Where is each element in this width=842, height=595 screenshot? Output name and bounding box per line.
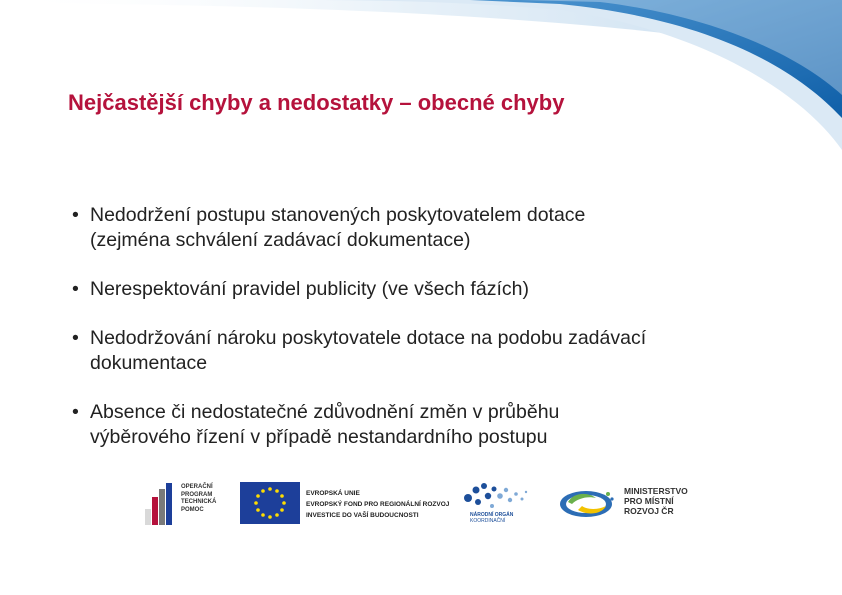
bullet-text-line: výběrového řízení v případě nestandardního postupu <box>90 426 548 448</box>
bullet-marker: • <box>72 327 79 349</box>
bullet-item <box>72 326 812 376</box>
logo-strip <box>140 478 720 528</box>
bullet-text-line: dokumentace <box>90 352 208 374</box>
bullet-text-line: Absence či nedostatečné zdůvodnění změn v průběhu <box>90 401 560 423</box>
op-technicka-pomoc-logo-icon <box>145 483 173 525</box>
eu-logo-text: EVROPSKÁ UNIE EVROPSKÝ FOND PRO REGIONÁLNÍ ROZVOJ INVESTICE DO VAŠÍ BUDOUCNOSTI <box>306 490 450 519</box>
bullet-item <box>72 203 812 253</box>
nok-logo-text: NÁRODNÍ ORGÁN KOORDINAČNÍ <box>470 512 514 524</box>
bullet-marker: • <box>72 204 79 226</box>
slide-title: Nejčastější chyby a nedostatky – obecné chyby <box>68 90 565 115</box>
bullet-item <box>72 400 812 450</box>
bullet-text-line: (zejména schválení zadávací dokumentace) <box>90 229 471 251</box>
bullet-list <box>72 203 812 474</box>
eu-flag-icon <box>240 482 300 524</box>
bullet-text-line: Nedodržení postupu stanovených poskytovatelem dotace <box>90 204 586 226</box>
mmr-logo-text: MINISTERSTVO PRO MÍSTNÍ ROZVOJ ČR <box>624 486 688 516</box>
bullet-marker: • <box>72 278 79 300</box>
bullet-text-line: Nedodržování nároku poskytovatele dotace na podobu zadávací <box>90 327 647 349</box>
mmr-logo-icon <box>558 488 618 520</box>
op-logo-text: OPERAČNÍ PROGRAM TECHNICKÁ POMOC <box>181 484 217 513</box>
bullet-text-line: Nerespektování pravidel publicity (ve všech fázích) <box>90 278 529 300</box>
bullet-marker: • <box>72 401 79 423</box>
bullet-item <box>72 277 812 302</box>
nok-dots-logo-icon <box>462 480 532 512</box>
